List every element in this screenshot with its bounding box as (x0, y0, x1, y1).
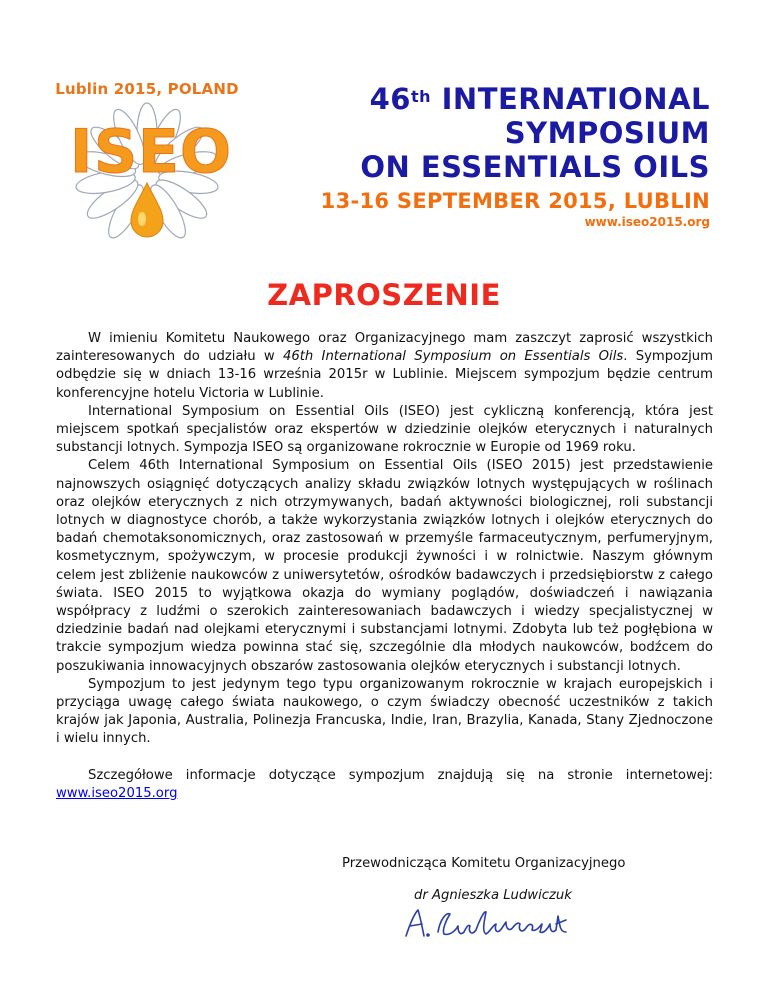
svg-text:I: I (70, 117, 93, 187)
document-heading: ZAPROSZENIE (267, 278, 501, 312)
svg-text:O: O (180, 117, 232, 187)
symposium-dates: 13-16 SEPTEMBER 2015, LUBLIN (320, 189, 710, 213)
svg-text:E: E (138, 117, 179, 187)
paragraph-4: Sympozjum to jest jedynym tego typu organizowanym rokrocznie w krajach europejskich i przyciąga uwagę całego świata naukowego, o czym świadczy obecność uczestników z takich krajów jak Japonia, Australia, Polinezja Francuska, Indie, Iran, Brazylia, Kanada, Stany Zjednoczone i wielu innych. (56, 676, 713, 747)
paragraph-1-start: W imieniu Komitetu Naukowego oraz Organizacyjnego mam zaszczyt zaprosić wszystkich zainteresowanych do udziału w (56, 331, 713, 365)
website-link[interactable]: www.iseo2015.org (56, 785, 178, 801)
iseo-flower-logo (52, 80, 242, 245)
title-line-3: ON ESSENTIALS OILS (360, 150, 710, 184)
symposium-header (321, 82, 710, 230)
paragraph-1-end: . Sympozjum odbędzie się w dniach 13-16 września 2015r w Lublinie. Miejscem sympozjum będzie centrum konferencyjne hotelu Victoria w Lublinie. (56, 349, 713, 401)
title-line-1 (321, 82, 710, 116)
handwritten-signature (400, 902, 580, 944)
paragraph-5-text: Szczegółowe informacje dotyczące sympozjum znajdują się na stronie internetowej: (88, 767, 713, 783)
paragraph-2: International Symposium on Essential Oils (ISEO) jest cykliczną konferencją, która jest miejscem spotkań specjalistów oraz ekspertów w dziedzinie olejków eterycznych i naturalnych substancji lotnych. Sympozja ISEO są organizowane rokrocznie w Europie od 1969 roku. (56, 403, 713, 456)
title-line-2: SYMPOSIUM (504, 116, 710, 150)
iseo-logo (52, 80, 242, 245)
title-number: 46 (369, 82, 411, 116)
paragraph-1-symposium-name: 46th International Symposium on Essentials Oils (282, 349, 624, 365)
paragraph-3: Celem 46th International Symposium on Essential Oils (ISEO 2015) jest przedstawienie najnowszych osiągnięć dotyczących analizy składu związków lotnych występujących w roślinach oraz olejków eterycznych z nich otrzymywanych, badań aktywności biologicznej, roli substancji lotnych w diagnostyce chorób, a także wykorzystania związków lotnych i olejków eterycznych do badań chemotaksonomicznych, oraz zastosowań w przemyśle farmaceutycznym, perfumeryjnym, kosmetycznym, spożywczym, w procesie produkcji żywności i w rolnictwie. Naszym głównym celem jest zbliżenie naukowców z uniwersytetów, ośrodków badawczych i przedsiębiorstw z całego świata. ISEO 2015 to wyjątkowa okazja do wymiany poglądów, doświadczeń i nawiązania współpracy z ludźmi o szerokich zainteresowaniach badawczych i wiedzy specjalistycznej w dziedzinie badań nad olejkami eterycznymi i substancjami lotnymi. Zdobyta lub też pogłębiona w trakcie sympozjum wiedza powinna stać się, szczególnie dla młodych naukowców, bodźcem do poszukiwania innowacyjnych obszarów zastosowania olejków eterycznych i substancji lotnych. (56, 458, 713, 674)
header-website: www.iseo2015.org (584, 215, 710, 229)
paragraph-1 (56, 330, 713, 403)
signatory-name: dr Agnieszka Ludwiczuk (414, 888, 572, 903)
logo-caption: Lublin 2015, POLAND (55, 80, 239, 98)
invitation-body (56, 330, 713, 803)
title-superscript: th (410, 87, 432, 106)
signatory-role: Przewodnicząca Komitetu Organizacyjnego (342, 856, 626, 871)
paragraph-5 (56, 767, 713, 803)
title-international: INTERNATIONAL (431, 82, 710, 116)
svg-text:S: S (94, 117, 138, 187)
